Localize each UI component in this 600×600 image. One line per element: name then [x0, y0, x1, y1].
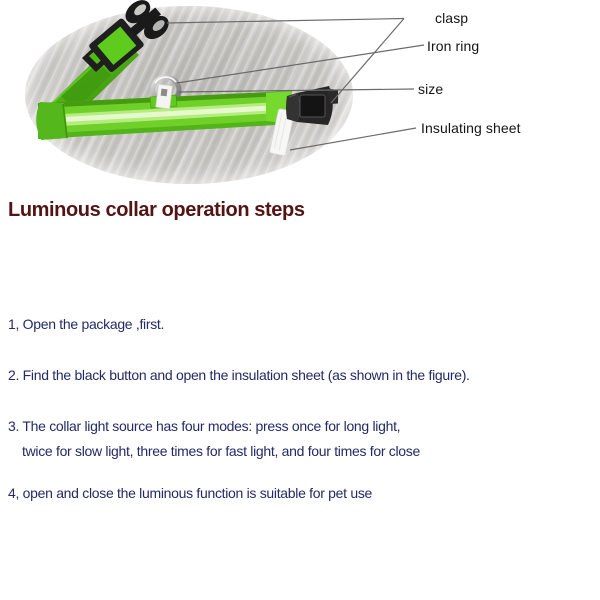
leader-lines	[167, 19, 424, 151]
figure-label-insulating-sheet: Insulating sheet	[421, 120, 521, 136]
step-3-text-line1: 3. The collar light source has four modes: press once for long light,	[8, 418, 401, 434]
leader-iron-ring	[177, 45, 424, 83]
figure-label-clasp: clasp	[435, 10, 469, 26]
clasp-buckle-female	[286, 86, 338, 125]
size-tag	[156, 84, 173, 109]
step-1	[8, 315, 164, 333]
step-1-text: 1, Open the package ,first.	[8, 316, 165, 332]
step-3	[8, 417, 420, 460]
figure-label-iron-ring: Iron ring	[427, 38, 480, 54]
step-4	[8, 484, 372, 502]
step-4-text: 4, open and close the luminous function is suitable for pet use	[8, 485, 373, 501]
leader-size	[178, 89, 414, 92]
collar-illustration	[0, 0, 600, 200]
step-2	[8, 366, 470, 384]
step-3-text-line2: twice for slow light, three times for fast light, and four times for close	[22, 443, 420, 459]
step-2-text: 2. Find the black button and open the insulation sheet (as shown in the figure).	[8, 367, 470, 383]
figure-label-size: size	[418, 81, 444, 97]
leader-clasp-top	[167, 19, 404, 24]
section-heading: Luminous collar operation steps	[8, 199, 305, 221]
leader-insulating	[290, 128, 416, 150]
